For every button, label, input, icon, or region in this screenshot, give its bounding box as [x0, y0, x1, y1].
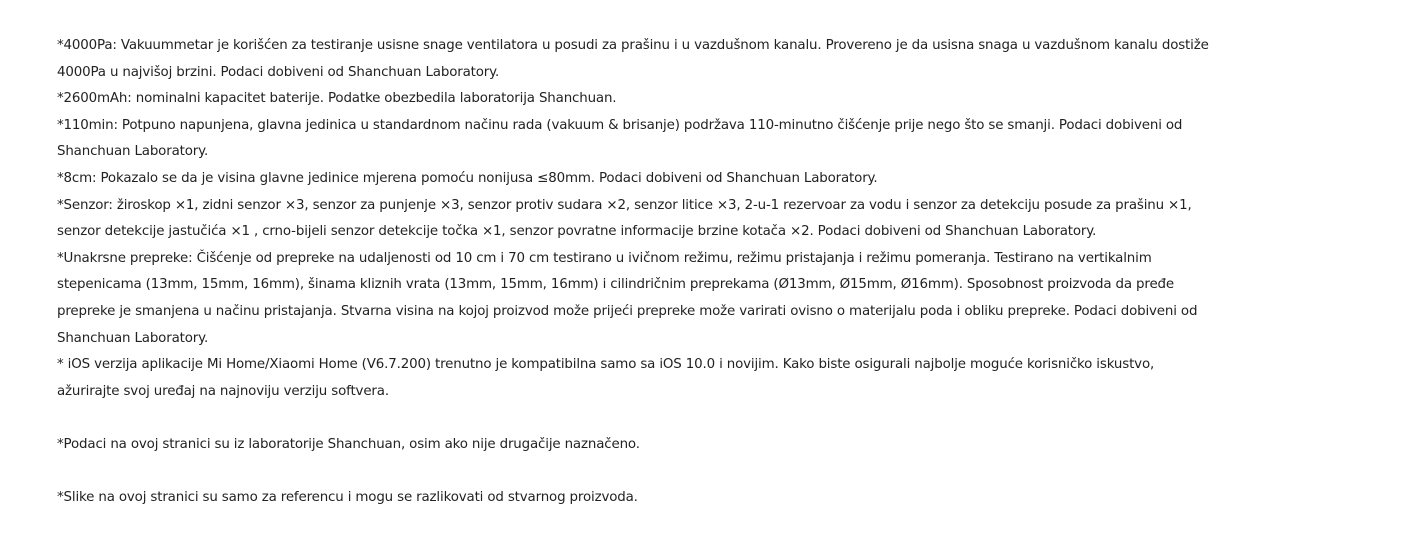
- footnote-suction: *4000Pa: Vakuummetar je korišćen za testiranje usisne snage ventilatora u posudi za prašinu i u vazdušnom kanalu. Provereno je da usisna snaga u vazdušnom kanalu dostiže 4000Pa u najvišoj brzini. Podaci dobiveni od Shanchuan Laboratory.: [57, 38, 1209, 80]
- footnote-sensors: *Senzor: žiroskop ×1, zidni senzor ×3, senzor za punjenje ×3, senzor protiv sudara ×2, senzor litice ×3, 2-u-1 rezervoar za vodu i senzor za detekciju posude za prašinu ×1, senzor detekcije jastučića ×1 , crno-bijeli senzor detekcije točka ×1, senzor povratne informacije brzine kotača ×2. Podaci dobiveni od Shanchuan Laboratory.: [57, 197, 1192, 240]
- footnote-obstacles: *Unakrsne prepreke: Čišćenje od prepreke na udaljenosti od 10 cm i 70 cm testirano u ivičnom režimu, režimu pristajanja i režimu pomeranja. Testirano na vertikalnim stepenicama (13mm, 15mm, 16mm), šinama kliznih vrata (13mm, 15mm, 16mm) i cilindričnim preprekama (Ø13mm, Ø15mm, Ø16mm). Sposobnost proizvoda da pređe prepreke je smanjena u načinu pristajanja. Stvarna visina na kojoj proizvod može prijeći prepreke može varirati ovisno o materijalu poda i obliku prepreke. Podaci dobiveni od Shanchuan Laboratory.: [57, 250, 1198, 346]
- footnote-runtime: *110min: Potpuno napunjena, glavna jedinica u standardnom načinu rada (vakuum & brisanje) podržava 110-minutno čišćenje prije nego što se smanji. Podaci dobiveni od Shanchuan Laboratory.: [57, 117, 1183, 160]
- footnote-data-source: *Podaci na ovoj stranici su iz laboratorije Shanchuan, osim ako nije drugačije naznačeno.: [57, 436, 640, 452]
- footnote-height: *8cm: Pokazalo se da je visina glavne jedinice mjerena pomoću nonijusa ≤80mm. Podaci dobiveni od Shanchuan Laboratory.: [57, 170, 878, 186]
- footnotes-section: [57, 33, 1217, 512]
- footnote-image-disclaimer: *Slike na ovoj stranici su samo za referencu i mogu se razlikovati od stvarnog proizvoda.: [57, 490, 638, 506]
- divider-space: [57, 405, 1217, 432]
- divider-space: [57, 459, 1217, 486]
- footnote-battery: *2600mAh: nominalni kapacitet baterije. Podatke obezbedila laboratorija Shanchuan.: [57, 91, 617, 107]
- footnote-ios-app: * iOS verzija aplikacije Mi Home/Xiaomi Home (V6.7.200) trenutno je kompatibilna samo sa iOS 10.0 i novijim. Kako biste osigurali najbolje moguće korisničko iskustvo, ažurirajte svoj uređaj na najnoviju verziju softvera.: [57, 357, 1155, 399]
